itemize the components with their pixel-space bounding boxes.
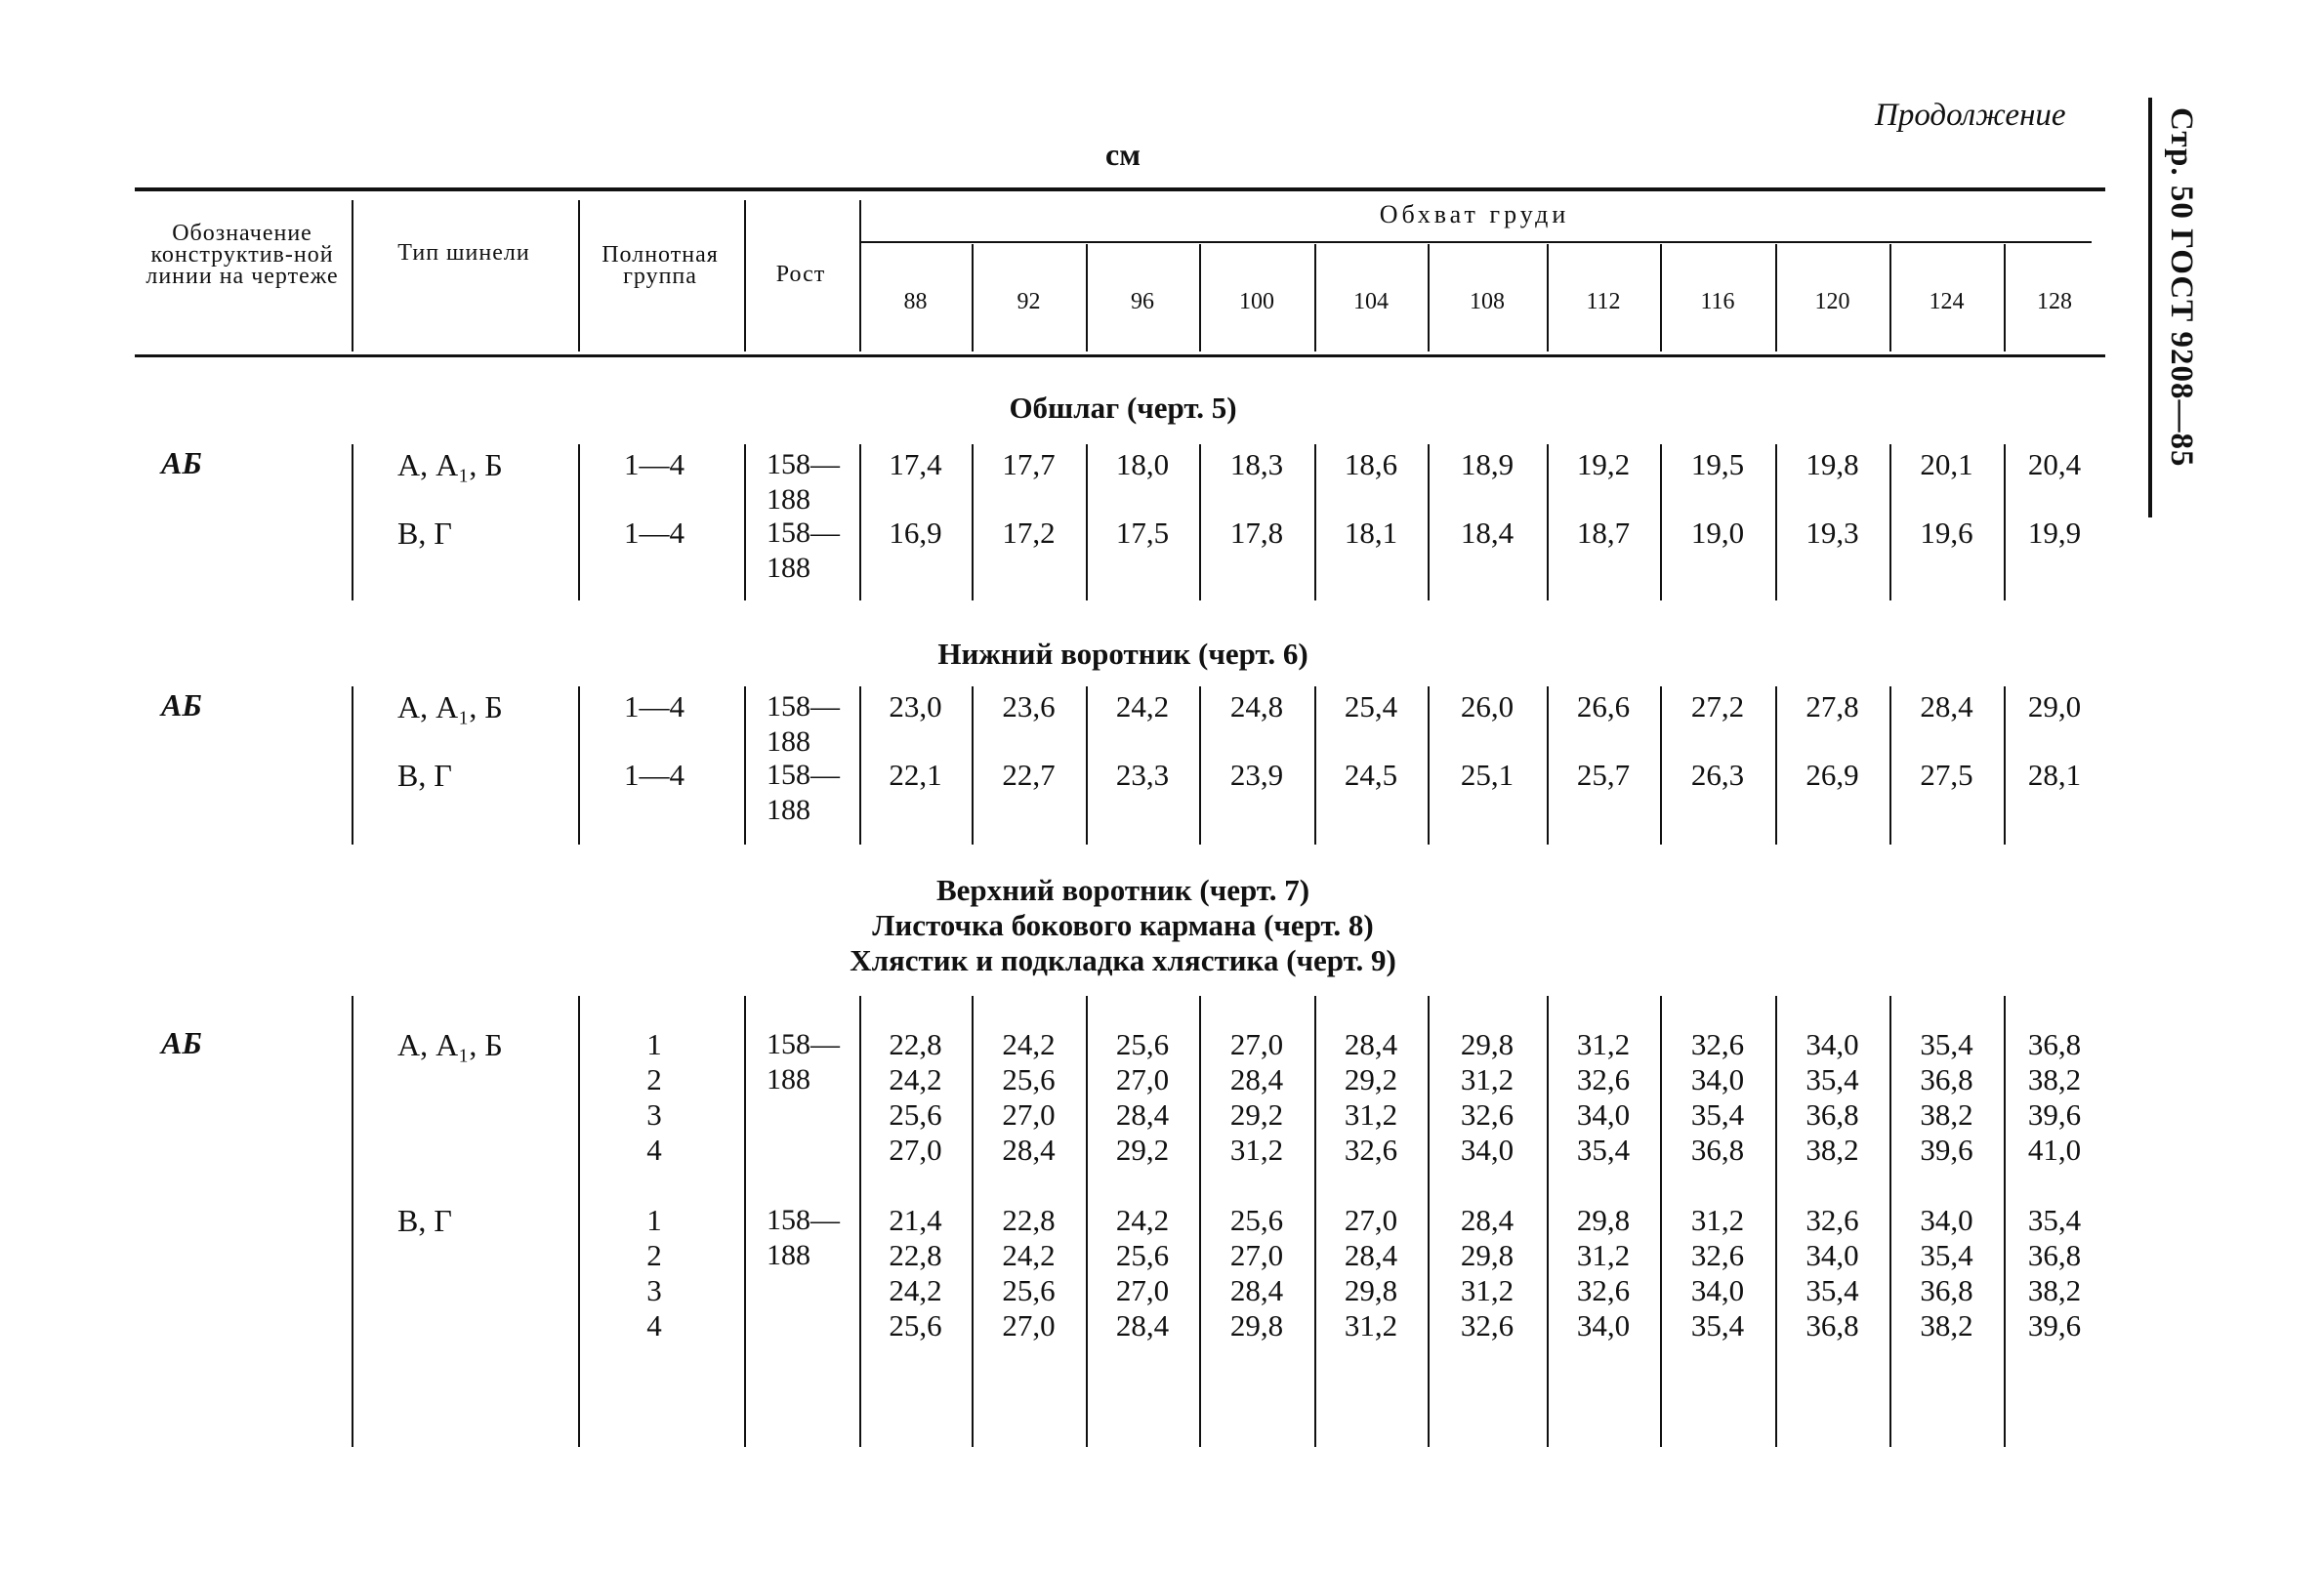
measurement-cell: 28,4 [1920, 689, 1973, 723]
measurement-cell: 25,4 [1344, 689, 1398, 723]
section-title: Листочка бокового кармана (черт. 8) [872, 908, 1374, 942]
header-divider [1547, 244, 1549, 351]
measurement-cell: 19,8 [1805, 447, 1859, 481]
bust-column-label: 96 [1131, 289, 1154, 314]
measurement-cell: 17,8 [1229, 516, 1284, 550]
header-divider [2004, 244, 2006, 351]
measurement-cell: 24,2 25,6 27,0 28,4 [1115, 1203, 1170, 1343]
bust-column-label: 120 [1814, 289, 1850, 314]
bust-header-rule [859, 241, 2092, 243]
header-divider [1314, 244, 1316, 351]
measurement-cell: 16,9 [889, 516, 942, 550]
header-divider [352, 200, 353, 351]
line-designation: АБ [161, 445, 202, 480]
measurement-cell: 23,3 [1115, 758, 1170, 792]
height-range: 158— 188 [767, 1204, 840, 1271]
measurement-cell: 24,5 [1344, 758, 1398, 792]
continuation-label: Продолжение [1875, 98, 2066, 133]
measurement-cell: 23,6 [1002, 689, 1056, 723]
measurement-cell: 31,2 32,6 34,0 35,4 [1576, 1027, 1631, 1167]
line-designation: АБ [161, 687, 202, 723]
coat-type: В, Г [397, 1203, 452, 1238]
header-divider [1199, 244, 1201, 351]
measurement-cell: 26,6 [1576, 689, 1631, 723]
side-rule [2148, 98, 2152, 517]
height-range: 158— 188 [767, 1028, 840, 1095]
measurement-cell: 32,6 34,0 35,4 36,8 [1690, 1027, 1745, 1167]
fullness-group: 1—4 [624, 758, 685, 792]
header-divider [1086, 244, 1088, 351]
height-range: 158— 188 [767, 759, 840, 826]
measurement-cell: 34,0 35,4 36,8 38,2 [1920, 1203, 1973, 1343]
measurement-cell: 18,3 [1229, 447, 1284, 481]
measurement-cell: 32,6 34,0 35,4 36,8 [1805, 1203, 1859, 1343]
column-divider [744, 996, 746, 1447]
bust-girth-header: Обхват груди [1379, 200, 1570, 228]
measurement-cell: 17,5 [1115, 516, 1170, 550]
header-divider [972, 244, 974, 351]
measurement-cell: 27,2 [1690, 689, 1745, 723]
bust-column-label: 108 [1470, 289, 1505, 314]
measurement-cell: 22,8 24,2 25,6 27,0 [1002, 1203, 1056, 1343]
bust-column-label: 128 [2037, 289, 2072, 314]
measurement-cell: 18,7 [1576, 516, 1631, 550]
measurement-cell: 18,6 [1344, 447, 1398, 481]
bust-column-label: 124 [1929, 289, 1965, 314]
bust-column-label: 104 [1353, 289, 1389, 314]
coat-type: А, А₁, Б [397, 689, 503, 724]
fullness-group: 1—4 [624, 447, 685, 481]
coat-type: А, А₁, Б [397, 447, 503, 482]
measurement-cell: 36,8 38,2 39,6 41,0 [2027, 1027, 2082, 1167]
measurement-cell: 20,4 [2027, 447, 2082, 481]
measurement-cell: 22,8 24,2 25,6 27,0 [889, 1027, 942, 1167]
measurement-cell: 22,7 [1002, 758, 1056, 792]
measurement-cell: 23,0 [889, 689, 942, 723]
bust-column-label: 116 [1700, 289, 1735, 314]
units-label: см [1105, 137, 1141, 172]
bust-column-label: 88 [903, 289, 928, 314]
table-top-rule [135, 187, 2105, 191]
measurement-cell: 18,0 [1115, 447, 1170, 481]
section-title: Верхний воротник (черт. 7) [935, 873, 1310, 907]
measurement-cell: 29,0 [2027, 689, 2082, 723]
header-divider [578, 200, 580, 351]
measurement-cell: 24,8 [1229, 689, 1284, 723]
header-divider [1889, 244, 1891, 351]
measurement-cell: 19,6 [1920, 516, 1973, 550]
measurement-cell: 19,2 [1576, 447, 1631, 481]
measurement-cell: 17,2 [1002, 516, 1056, 550]
fullness-group: 1—4 [624, 516, 685, 550]
fullness-group: 1 2 3 4 [646, 1203, 662, 1343]
measurement-cell: 25,7 [1576, 758, 1631, 792]
measurement-cell: 22,1 [889, 758, 942, 792]
col-fullness-header: Полнотная группа [602, 242, 719, 289]
column-divider [352, 686, 353, 845]
measurement-cell: 34,0 35,4 36,8 38,2 [1805, 1027, 1859, 1167]
line-designation: АБ [161, 1025, 202, 1060]
page-label: Стр. 50 ГОСТ 9208—85 [2164, 107, 2199, 468]
measurement-cell: 31,2 32,6 34,0 35,4 [1690, 1203, 1745, 1343]
height-range: 158— 188 [767, 690, 840, 758]
header-divider [1660, 244, 1662, 351]
measurement-cell: 24,2 25,6 27,0 28,4 [1002, 1027, 1056, 1167]
measurement-cell: 25,6 27,0 28,4 29,2 [1115, 1027, 1170, 1167]
header-divider [1428, 244, 1430, 351]
header-bottom-rule [135, 354, 2105, 357]
measurement-cell: 27,0 28,4 29,8 31,2 [1344, 1203, 1398, 1343]
measurement-cell: 29,8 31,2 32,6 34,0 [1576, 1203, 1631, 1343]
measurement-cell: 20,1 [1920, 447, 1973, 481]
bust-column-label: 112 [1586, 289, 1621, 314]
coat-type: А, А₁, Б [397, 1027, 503, 1062]
fullness-group: 1—4 [624, 689, 685, 723]
header-divider [744, 200, 746, 351]
measurement-cell: 18,1 [1344, 516, 1398, 550]
column-divider [352, 996, 353, 1447]
measurement-cell: 23,9 [1229, 758, 1284, 792]
measurement-cell: 19,9 [2027, 516, 2082, 550]
measurement-cell: 27,0 28,4 29,2 31,2 [1229, 1027, 1284, 1167]
measurement-cell: 28,4 29,2 31,2 32,6 [1344, 1027, 1398, 1167]
measurement-cell: 25,1 [1460, 758, 1515, 792]
column-divider [578, 686, 580, 845]
height-range: 158— 188 [767, 516, 840, 584]
measurement-cell: 25,6 27,0 28,4 29,8 [1229, 1203, 1284, 1343]
measurement-cell: 21,4 22,8 24,2 25,6 [889, 1203, 942, 1343]
measurement-cell: 27,5 [1920, 758, 1973, 792]
section-title: Хлястик и подкладка хлястика (черт. 9) [850, 943, 1396, 977]
measurement-cell: 18,4 [1460, 516, 1515, 550]
col-type-header: Тип шинели [397, 240, 530, 266]
measurement-cell: 24,2 [1115, 689, 1170, 723]
measurement-cell: 35,4 36,8 38,2 39,6 [1920, 1027, 1973, 1167]
measurement-cell: 28,1 [2027, 758, 2082, 792]
bust-column-label: 92 [1017, 289, 1041, 314]
measurement-cell: 26,9 [1805, 758, 1859, 792]
measurement-cell: 35,4 36,8 38,2 39,6 [2027, 1203, 2082, 1343]
measurement-cell: 27,8 [1805, 689, 1859, 723]
coat-type: В, Г [397, 516, 452, 551]
col-height-header: Рост [775, 262, 826, 287]
column-divider [744, 444, 746, 600]
column-divider [352, 444, 353, 600]
height-range: 158— 188 [767, 448, 840, 516]
measurement-cell: 19,3 [1805, 516, 1859, 550]
measurement-cell: 17,7 [1002, 447, 1056, 481]
column-divider [578, 444, 580, 600]
fullness-group: 1 2 3 4 [646, 1027, 662, 1167]
bust-column-label: 100 [1239, 289, 1274, 314]
measurement-cell: 19,0 [1690, 516, 1745, 550]
section-title: Нижний воротник (черт. 6) [937, 637, 1308, 671]
column-divider [578, 996, 580, 1447]
header-divider [1775, 244, 1777, 351]
measurement-cell: 26,3 [1690, 758, 1745, 792]
measurement-cell: 17,4 [889, 447, 942, 481]
measurement-cell: 19,5 [1690, 447, 1745, 481]
measurement-cell: 18,9 [1460, 447, 1515, 481]
section-title: Обшлаг (черт. 5) [1009, 391, 1237, 425]
measurement-cell: 28,4 29,8 31,2 32,6 [1460, 1203, 1515, 1343]
coat-type: В, Г [397, 758, 452, 793]
column-divider [744, 686, 746, 845]
measurement-cell: 29,8 31,2 32,6 34,0 [1460, 1027, 1515, 1167]
header-divider [859, 200, 861, 351]
measurement-cell: 26,0 [1460, 689, 1515, 723]
col-designation-header: Обозначение конструктив-ной линии на чертеже [145, 221, 339, 289]
